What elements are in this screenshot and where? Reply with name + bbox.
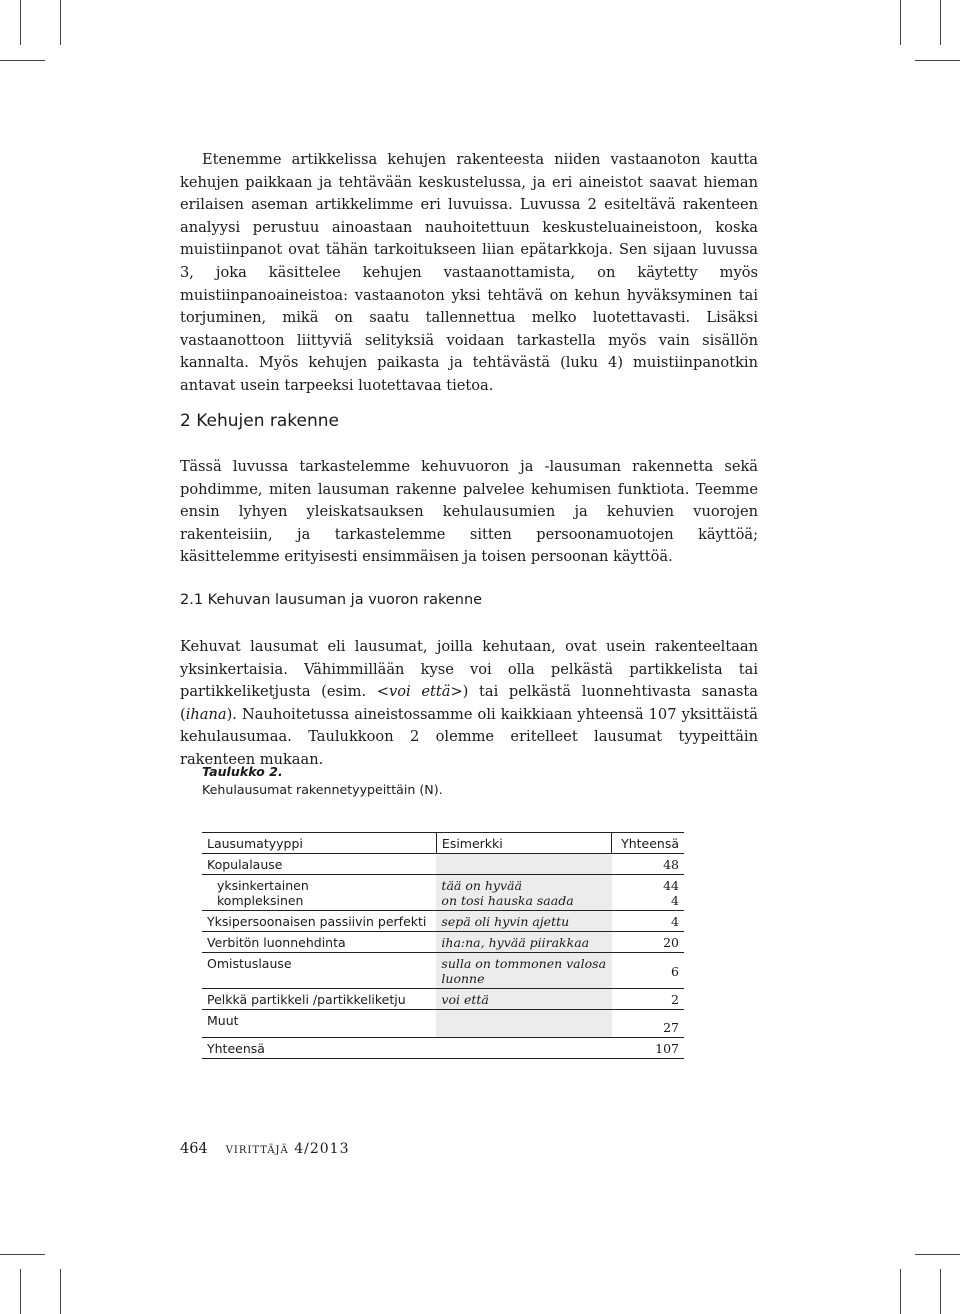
- crop-mark: [20, 1269, 21, 1314]
- subsection-heading: 2.1 Kehuvan lausuman ja vuoron rakenne: [180, 592, 483, 608]
- crop-mark: [915, 1254, 960, 1255]
- example-ihana: ihana: [185, 705, 227, 723]
- journal-name: virittäjä 4/2013: [225, 1141, 350, 1157]
- crop-mark: [60, 1269, 61, 1314]
- intro-paragraph: Etenemme artikkelissa kehujen rakenteesta niiden vastaanoton kautta kehujen paikkaan ja tehtävään keskustelussa, ja eri aineistot saavat hieman erilaisen aseman artikkelimme eri luvuissa. Luvussa 2 esiteltävä rakenteen analyysi perustuu ainoastaan nauhoitettuun keskusteluaineistoon, koska muistiinpanot ovat tähän tarkoitukseen liian epätarkkoja. Sen sijaan luvussa 3, joka käsittelee kehujen vastaanottamista, on käytetty myös muistiinpanoaineistoa: vastaanoton yksi tehtävä on kehun hyväksyminen tai torjuminen, mikä on saatu tallennettua melko luotettavasti. Lisäksi vastaanottoon liittyviä selityksiä voidaan tarkastella myös vain sisällön kannalta. Myös kehujen paikasta ja tehtävästä (luku 4) muistiinpanotkin antavat usein tarpeeksi luotettavaa tietoa.: [180, 151, 758, 394]
- row-count: 2: [612, 989, 684, 1010]
- table-row: [202, 989, 684, 1010]
- table-header-row: [202, 833, 684, 854]
- crop-mark: [940, 0, 941, 45]
- row-example: [436, 854, 611, 875]
- total-empty: [436, 1038, 611, 1059]
- row-example: iha:na, hyvää piirakkaa: [436, 932, 611, 953]
- crop-mark: [900, 1269, 901, 1314]
- row-type: Kopulalause: [202, 854, 436, 875]
- crop-mark: [900, 0, 901, 45]
- example-voi-että: voi että: [389, 683, 451, 701]
- subtype-label: yksinkertainen: [217, 878, 309, 893]
- total-count: 107: [612, 1038, 684, 1059]
- crop-mark: [60, 0, 61, 45]
- table-row: [202, 854, 684, 875]
- subsection-paragraph: [180, 636, 758, 772]
- table-row: [202, 911, 684, 932]
- section-heading: 2 Kehujen rakenne: [180, 411, 340, 431]
- table-caption: [202, 763, 443, 799]
- row-type: [202, 875, 436, 911]
- crop-mark: [0, 1254, 45, 1255]
- row-count: 6: [612, 953, 684, 989]
- row-count: 20: [612, 932, 684, 953]
- count-value: 44: [663, 878, 679, 893]
- header-type: Lausumatyyppi: [202, 833, 436, 854]
- row-count: [612, 875, 684, 911]
- row-example: sulla on tommonen valosa luonne: [436, 953, 611, 989]
- row-example: voi että: [436, 989, 611, 1010]
- crop-mark: [915, 60, 960, 61]
- table-row: [202, 953, 684, 989]
- table-total-row: [202, 1038, 684, 1059]
- section-paragraph: Tässä luvussa tarkastelemme kehuvuoron ja -lausuman rakennetta sekä pohdimme, miten lausuman rakenne palvelee kehumisen funktiota. Teemme ensin lyhyen yleiskatsauksen kehulausumien ja kehuvien vuorojen rakenteisiin, ja tarkastelemme sitten persoonamuotojen käyttöä; käsittelemme erityisesti ensimmäisen ja toisen persoonan käyttöä.: [180, 458, 758, 566]
- count-value: 4: [671, 893, 679, 908]
- text-run: ). Nauhoitetussa aineistossamme oli kaikkiaan yhteensä 107 yksittäistä kehulausumaa. Taulukkoon 2 olemme eritelleet lausumat tyypeittäin rakenteen mukaan.: [180, 705, 758, 768]
- row-count: 4: [612, 911, 684, 932]
- row-type: Verbitön luonnehdinta: [202, 932, 436, 953]
- row-example: [436, 1010, 611, 1038]
- page-number: 464: [180, 1141, 208, 1157]
- example-text: on tosi hauska saada: [441, 893, 574, 908]
- table-row: [202, 875, 684, 911]
- crop-mark: [940, 1269, 941, 1314]
- row-type: Muut: [202, 1010, 436, 1038]
- example-text: tää on hyvää: [441, 878, 522, 893]
- header-example: Esimerkki: [436, 833, 611, 854]
- table-row: [202, 932, 684, 953]
- crop-mark: [0, 60, 45, 61]
- row-type: Pelkkä partikkeli /partikkeliketju: [202, 989, 436, 1010]
- row-count: 27: [612, 1010, 684, 1038]
- row-count: 48: [612, 854, 684, 875]
- header-total: Yhteensä: [612, 833, 684, 854]
- row-type: Omistuslause: [202, 953, 436, 989]
- row-example: sepä oli hyvin ajettu: [436, 911, 611, 932]
- page-body: [180, 149, 758, 1157]
- page-footer: [180, 1141, 349, 1157]
- row-example: [436, 875, 611, 911]
- subtype-label: kompleksinen: [217, 893, 304, 908]
- text-run: >) tai pelkästä luonnehtivasta sanasta (: [180, 683, 758, 723]
- table-caption-title: Kehulausumat rakennetyypeittäin (N).: [202, 782, 443, 797]
- row-type: Yksipersoonaisen passiivin perfekti: [202, 911, 436, 932]
- table-caption-label: Taulukko 2.: [202, 764, 283, 779]
- crop-mark: [20, 0, 21, 45]
- total-label: Yhteensä: [202, 1038, 436, 1059]
- structure-table: [202, 832, 684, 1059]
- text-run: Kehuvat lausumat eli lausumat, joilla kehutaan, ovat usein rakenteeltaan yksinkertaisia. Vähimmillään kyse voi olla pelkästä partikkelista tai partikkeliketjusta (esim. <: [180, 638, 758, 701]
- table-row: [202, 1010, 684, 1038]
